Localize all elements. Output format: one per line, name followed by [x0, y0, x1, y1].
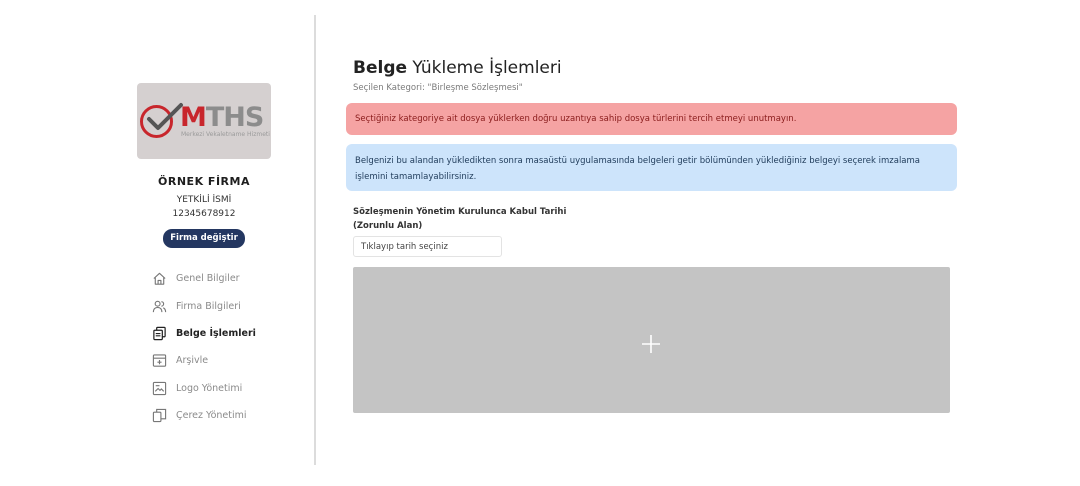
- sidebar-item-label: Genel Bilgiler: [176, 272, 240, 284]
- sidebar-item-label: Arşivle: [176, 354, 209, 366]
- main-content: [346, 0, 958, 486]
- change-firm-button[interactable]: Firma değiştir: [163, 229, 245, 248]
- logo-wordmark: MTHS: [180, 102, 264, 133]
- firm-name: ÖRNEK FİRMA: [158, 175, 250, 188]
- sidebar-item-general-info[interactable]: [152, 268, 292, 288]
- info-alert: Belgenizi bu alandan yükledikten sonra masaüstü uygulamasında belgeleri getir bölümünden yüklediğiniz belgeyi seçerek imzalama işlemini tamamlayabilirsiniz.: [346, 144, 957, 191]
- sidebar-item-archive[interactable]: [152, 350, 292, 370]
- image-icon: [152, 381, 167, 396]
- home-icon: [152, 271, 167, 286]
- archive-icon: [152, 353, 167, 368]
- vertical-divider: [314, 15, 316, 465]
- warning-alert: Seçtiğiniz kategoriye ait dosya yüklerken doğru uzantıya sahip dosya türlerini tercih etmeyi unutmayın.: [346, 103, 957, 135]
- page-title: Belge Yükleme İşlemleri: [353, 58, 562, 78]
- documents-icon: [152, 326, 167, 341]
- sidebar-item-document-operations[interactable]: [152, 323, 292, 343]
- sidebar-item-label: Belge İşlemleri: [176, 327, 256, 339]
- authority-name: YETKİLİ İSMİ: [176, 195, 232, 205]
- file-upload-dropzone[interactable]: [353, 267, 950, 413]
- sidebar-item-firm-info[interactable]: [152, 296, 292, 316]
- sidebar-item-label: Logo Yönetimi: [176, 382, 243, 394]
- users-icon: [152, 299, 167, 314]
- selected-category: Seçilen Kategori: "Birleşme Sözleşmesi": [353, 83, 523, 93]
- logo-subtitle: Merkezi Vekaletname Hizmeti: [181, 131, 270, 138]
- sidebar-item-label: Çerez Yönetimi: [176, 409, 247, 421]
- sidebar-item-logo-management[interactable]: [152, 378, 292, 398]
- plus-icon: [641, 334, 661, 354]
- date-field-label: Sözleşmenin Yönetim Kurulunca Kabul Tarihi (Zorunlu Alan): [353, 207, 567, 231]
- phone-number: 12345678912: [172, 209, 236, 219]
- date-picker-input[interactable]: [353, 236, 502, 257]
- sidebar-item-label: Firma Bilgileri: [176, 300, 241, 312]
- sidebar: [0, 0, 314, 486]
- copy-icon: [152, 408, 167, 423]
- sidebar-item-cookie-management[interactable]: [152, 405, 292, 425]
- company-logo: [137, 83, 271, 159]
